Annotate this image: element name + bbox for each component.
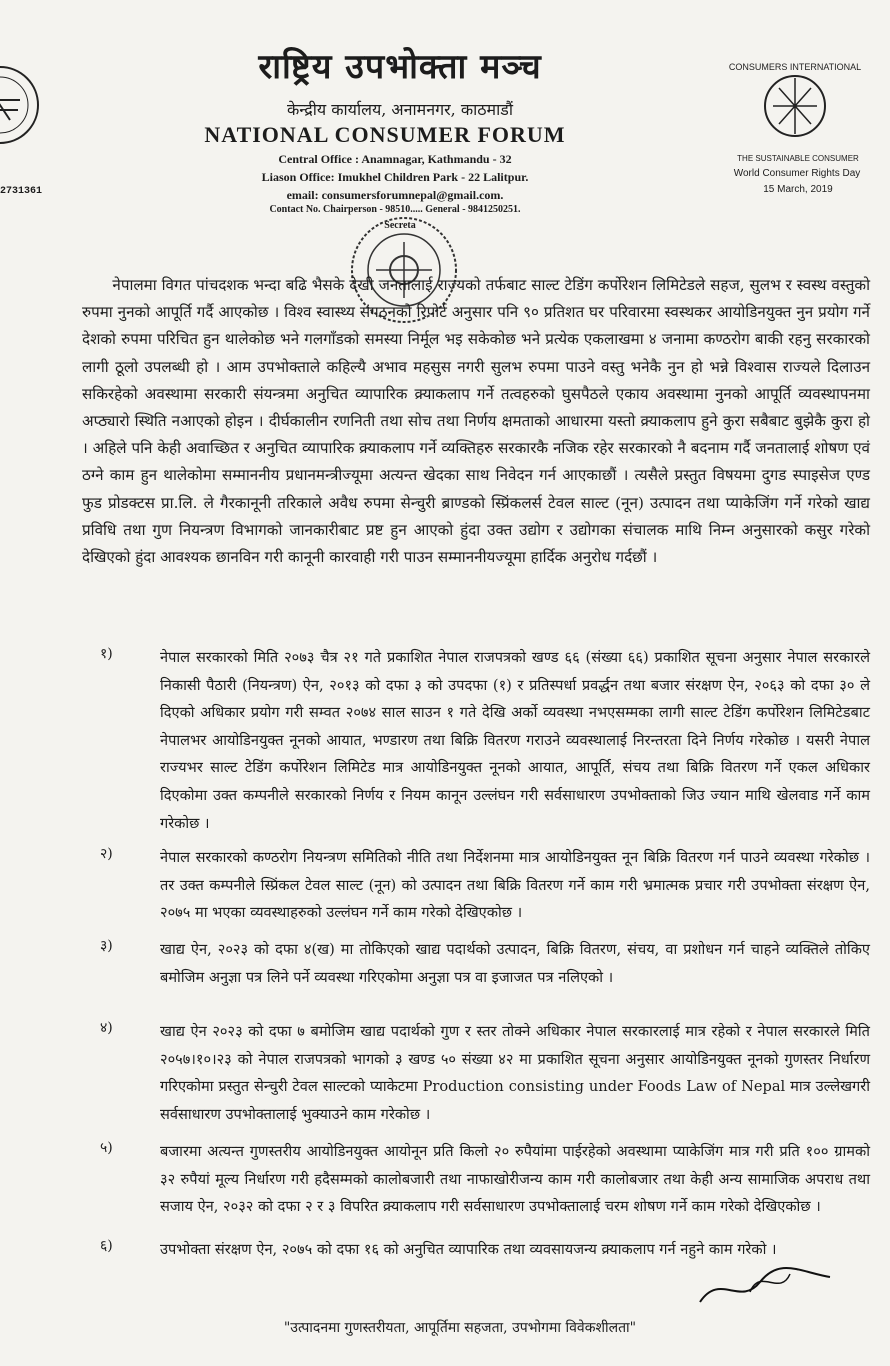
logo-text: CONSUMERS INTERNATIONAL <box>728 62 862 72</box>
rights-day-title: World Consumer Rights Day <box>733 168 861 179</box>
item-text: नेपाल सरकारको कण्ठरोग नियन्त्रण समितिको नीति तथा निर्देशनमा मात्र आयोडिनयुक्त नून बिक्रि वितरण गर्न पाउने व्यवस्था गरेकोछ । तर उक्त कम्पनीले स्प्रिंकल टेवल साल्ट (नून) को उत्पादन तथा बिक्रि वितरण गर्ने काम गरी भ्रमात्मक प्रचार गरी उपभोक्ता संरक्षण ऐन, २०७५ मा भएका व्यवस्थाहरुको उल्लंघन गर्ने काम गरेको देखिएकोछ । <box>160 849 870 922</box>
intro-paragraph: नेपालमा विगत पांचदशक भन्दा बढि भैसके देखी जनतालाई राज्यको तर्फबाट साल्ट टेडिंग कर्पोरेशन लिमिटेडले सहज, सुलभ र स्वस्थ वस्तुको रुपमा नुनको आपूर्ति गर्दै आएकोछ । विश्व स्वास्थ्य संगठनको रिपोर्ट अनुसार पनि ९० प्रतिशत घर परिवारमा स्वस्थकर आयोडिनयुक्त नुन प्रयोग गर्ने देशको रुपमा परिचित हुन थालेकोछ भने गलगाँडको समस्या निर्मूल भइ सकेकोछ भने प्रत्येक एकलाखमा ४ जनामा कण्ठरोग बाकी रहनु सरकारको लागी ठूलो उपलब्धी हो । आम उपभोक्ताले कहिल्यै अभाव महसुस नगरी सुलभ रुपमा पाउने वस्तु भनेकै नुन हो भन्ने विश्वास राज्यले दिलाउन सकिरहेको अवस्थामा सरकारी संयन्त्रमा अनुचित व्यापारिक क्र्याकलाप गर्ने तत्वहरुको घुसपैठले एकाय अवस्थामा नुनको आपूर्ति व्यवस्थापनमा अप्ठ्यारो स्थिति नआएको होइन । दीर्घकालीन रणनिती तथा सोच तथा निर्णय क्षमताको आधारमा यस्तो क्र्याकलाप हुने कुरा सबैबाट बुझेकै कुरा हो । अहिले पनि केही अवाच्छित र अनुचित व्यापारिक क्र्याकलाप गर्ने व्यक्तिहरु सरकारकै नजिक रहेर सरकारको नै बदनाम गर्दै जनतालाई शोषण एवं ठग्ने काम हुन थालेकोमा सम्माननीय प्रधानमन्त्रीज्यूमा अत्यन्त खेदका साथ निवेदन गर्न आएकाछौं । त्यसैले प्रस्तुत विषयमा दुगड स्पाइसेज एण्ड फुड प्रोडक्टस प्रा.लि. ले गैरकानूनी तरिकाले अवैध रुपमा सेन्चुरी ब्राण्डको स्प्रिंकलर्स टेवल साल्ट (नून) उत्पादन तथा प्याकेजिंग गर्ने गरेको खाद्य प्रविधि तथा गुण नियन्त्रण विभागको जानकारीबाट प्रष्ट हुन आएको हुंदा उक्त उद्योग र उद्योगका संचालक माथि निम्न अनुसारको कसुर गरेको देखिएको हुंदा आवश्यक छानविन गरी कानूनी कारवाही गरी पाउन सम्माननीयज्यूमा हार्दिक अनुरोध गर्दछौं । <box>82 276 870 567</box>
secretary-line: Secreta <box>384 220 416 231</box>
signature <box>690 1262 840 1312</box>
item-number: २) <box>100 846 113 862</box>
rights-day-theme: THE SUSTAINABLE CONSUMER <box>737 154 859 163</box>
item-number: ६) <box>100 1238 113 1254</box>
central-office-np: केन्द्रीय कार्यालय, अनामनगर, काठमाडौं <box>287 100 513 119</box>
footer-motto: "उत्पादनमा गुणस्तरीयता, आपूर्तिमा सहजता, उपभोगमा विवेकशीलता" <box>283 1320 637 1336</box>
contact-line: Contact No. Chairperson - 98510..... General - 9841250251. <box>269 204 521 215</box>
item-number: ५) <box>100 1140 113 1156</box>
org-name-en: NATIONAL CONSUMER FORUM <box>204 122 566 147</box>
item-text: खाद्य ऐन २०२३ को दफा ७ बमोजिम खाद्य पदार्थको गुण र स्तर तोक्ने अधिकार नेपाल सरकारलाई मात्र रहेको र नेपाल सरकारले मिति २०५७।१०।२३ को नेपाल राजपत्रको भागको ३ खण्ड ५० संख्या ४२ मा प्रकाशित सूचना अनुसार आयोडिनयुक्त नूनको गुणस्तर निर्धारण गरिएकोमा प्रस्तुत सेन्चुरी टेवल साल्टको प्याकेटमा Production consisting under Foods Law of Nepal मात्र उल्लेखगरी सर्वसाधारण उपभोक्तालाई भुक्याउने काम गरेकोछ । <box>160 1023 870 1123</box>
item-number: ४) <box>100 1020 113 1036</box>
left-logo <box>0 60 50 150</box>
liaison-office-en: Liason Office: Imukhel Children Park - 22 Lalitpur. <box>261 170 529 184</box>
rights-day-date: 15 March, 2019 <box>763 184 833 195</box>
phone-number: 2731361 <box>0 186 43 197</box>
item-text: बजारमा अत्यन्त गुणस्तरीय आयोडिनयुक्त आयोनून प्रति किलो २० रुपैयांमा पाईरहेको अवस्थामा प्याकेजिंग मात्र गरी प्रति १०० ग्रामको ३२ रुपैयां मूल्य निर्धारण गरी हदैसम्मको कालोबजारी तथा नाफाखोरीजन्य काम गरी कालोबजार तथा केही अन्य सामाजिक अपराध तथा सजाय ऐन, २०३२ को दफा २ र ३ विपरित क्र्याकलाप गरी सर्वसाधारण उपभोक्तालाई चरम शोषण गर्ने काम गरेको देखिएकोछ । <box>160 1143 870 1216</box>
org-name-np: राष्ट्रिय उपभोक्ता मञ्च <box>258 47 542 87</box>
central-office-en: Central Office : Anamnagar, Kathmandu - 32 <box>278 152 512 166</box>
email-line: email: consumersforumnepal@gmail.com. <box>286 188 504 202</box>
item-text: नेपाल सरकारको मिति २०७३ चैत्र २१ गते प्रकाशित नेपाल राजपत्रको खण्ड ६६ (संख्या ६६) प्रकाशित सूचना अनुसार नेपाल सरकारले निकासी पैठारी (नियन्त्रण) ऐन, २०१३ को दफा ३ को उपदफा (१) र प्रतिस्पर्धा प्रवर्द्धन तथा बजार संरक्षण ऐन, २०६३ को दफा ३० ले दिएको अधिकार प्रयोग गरी सम्वत २०७४ साल साउन १ गते देखि अर्को व्यवस्था नभएसम्मका लागी साल्ट टेडिंग कर्पोरेशन लिमिटेडबाट नेपालभर आयोडिनयुक्त नूनको आयात, भण्डारण तथा बिक्रि वितरण गराउने व्यवस्थालाई निरन्तरता दिने निर्णय गरेकोछ । यसरी नेपाल राज्यभर साल्ट टेडिंग कर्पोरेशन लिमिटेड मात्र आयोडिनयुक्त नूनको आयात, आपूर्ति, संचय तथा बिक्रि वितरण गर्ने एकल अधिकार दिएकोमा उक्त कम्पनीले सरकारको निर्णय र नियम कानून उल्लंघन गरी सर्वसाधारण उपभोक्ताको जिउ ज्यान माथि खेलवाड गर्ने काम गरेकोछ । <box>160 649 870 832</box>
consumers-international-logo <box>728 56 862 156</box>
item-number: ३) <box>100 938 113 954</box>
item-number: १) <box>100 646 113 662</box>
item-text: खाद्य ऐन, २०२३ को दफा ४(ख) मा तोकिएको खाद्य पदार्थको उत्पादन, बिक्रि वितरण, संचय, वा प्रशोधन गर्न चाहने व्यक्तिले तोकिए बमोजिम अनुज्ञा पत्र लिने पर्ने व्यवस्था गरिएकोमा अनुज्ञा पत्र वा इजाजत पत्र नलिएको । <box>160 941 870 986</box>
item-text: उपभोक्ता संरक्षण ऐन, २०७५ को दफा १६ को अनुचित व्यापारिक तथा व्यवसायजन्य क्र्याकलाप गर्न नहुने काम गरेको । <box>160 1241 777 1258</box>
